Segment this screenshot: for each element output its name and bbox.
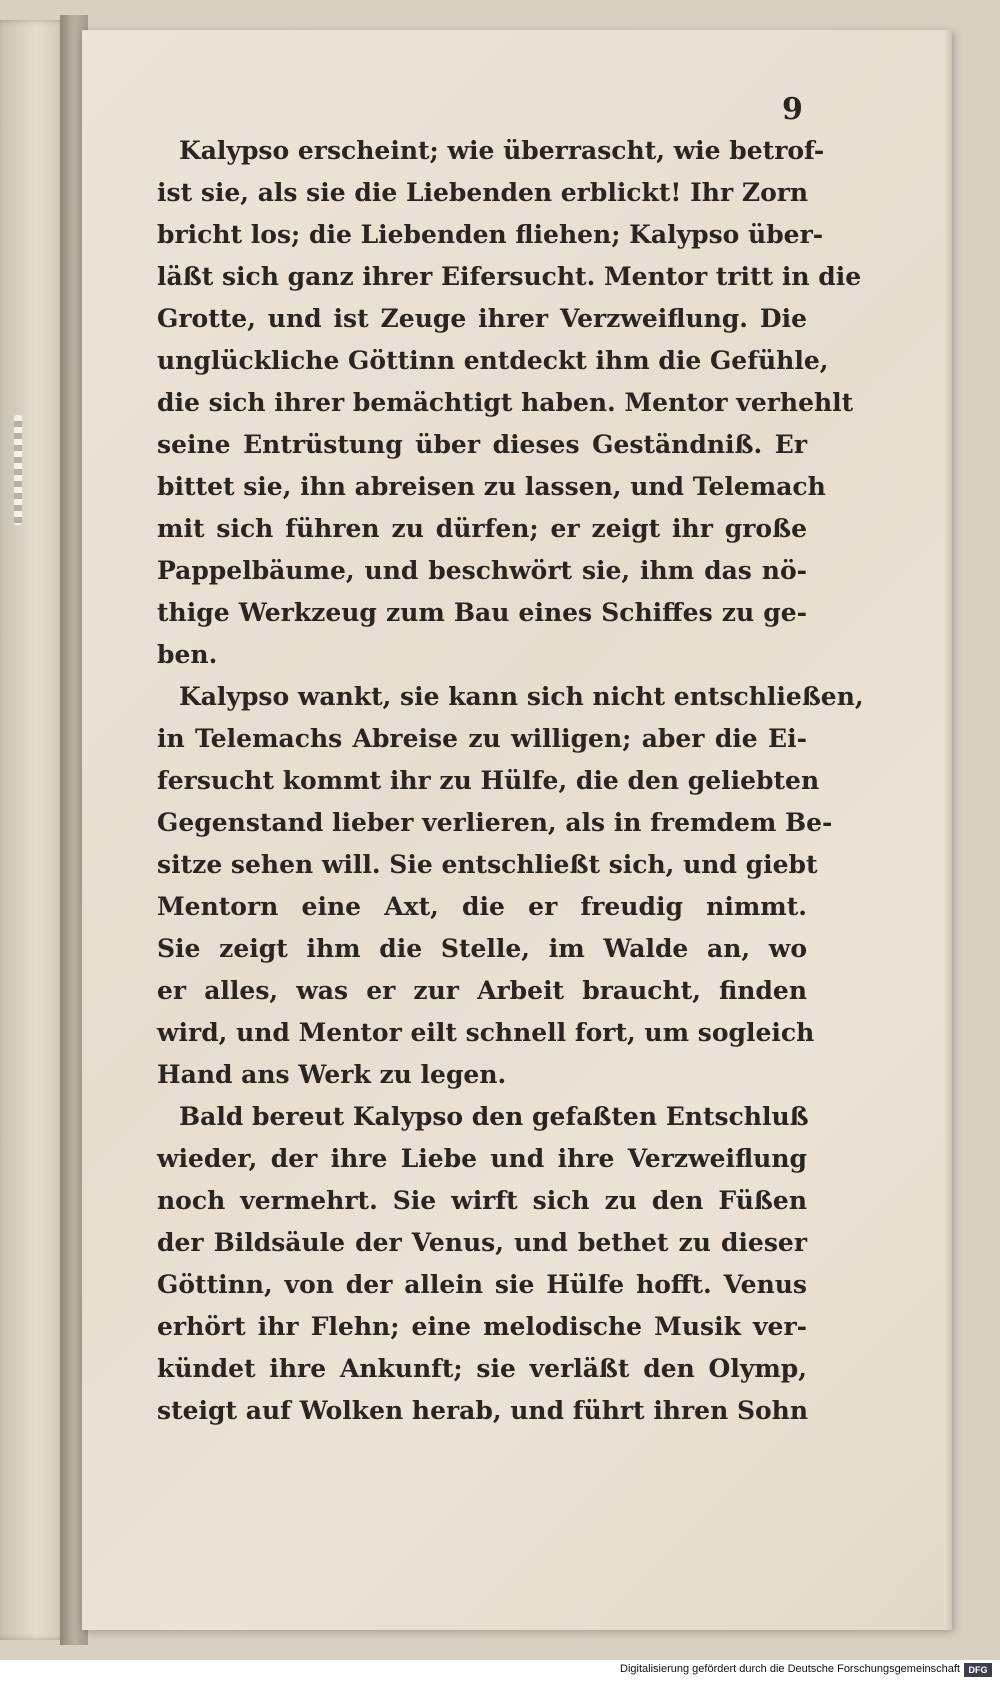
book-page	[82, 30, 952, 1630]
text-line: wird, und Mentor eilt schnell fort, um sogleich	[157, 1018, 815, 1047]
text-line: Hand ans Werk zu legen.	[157, 1060, 507, 1089]
text-line: kündet ihre Ankunft; sie verläßt den Olymp,	[157, 1354, 807, 1383]
binding-thread	[14, 415, 22, 525]
funding-credit: Digitalisierung gefördert durch die Deutsche Forschungsgemeinschaft	[620, 1663, 960, 1675]
text-line: Mentorn eine Axt, die er freudig nimmt.	[157, 892, 807, 921]
dfg-logo: DFG	[964, 1663, 992, 1677]
text-line: ist sie, als sie die Liebenden erblickt! Ihr Zorn	[157, 178, 809, 207]
text-line: fersucht kommt ihr zu Hülfe, die den geliebten	[157, 766, 820, 795]
text-line: unglückliche Göttinn entdeckt ihm die Gefühle,	[157, 346, 829, 375]
body-text	[157, 130, 864, 1432]
text-line: thige Werkzeug zum Bau eines Schiffes zu ge-	[157, 598, 807, 627]
text-line: sitze sehen will. Sie entschließt sich, und giebt	[157, 850, 818, 879]
text-line: in Telemachs Abreise zu willigen; aber die Ei-	[157, 724, 807, 753]
footer-bar	[0, 1660, 1000, 1681]
text-line: Sie zeigt ihm die Stelle, im Walde an, wo	[157, 934, 807, 963]
text-line: noch vermehrt. Sie wirft sich zu den Füßen	[157, 1186, 807, 1215]
text-line: Kalypso wankt, sie kann sich nicht entschließen,	[179, 682, 864, 711]
text-line: Pappelbäume, und beschwört sie, ihm das nö-	[157, 556, 807, 585]
text-line: Bald bereut Kalypso den gefaßten Entschluß	[179, 1102, 809, 1131]
text-line: Gegenstand lieber verlieren, als in fremdem Be-	[157, 808, 833, 837]
text-line: Grotte, und ist Zeuge ihrer Verzweiflung. Die	[157, 304, 807, 333]
text-line: ben.	[157, 640, 218, 669]
text-line: bittet sie, ihn abreisen zu lassen, und Telemach	[157, 472, 826, 501]
text-line: der Bildsäule der Venus, und bethet zu dieser	[157, 1228, 807, 1257]
text-line: Kalypso erscheint; wie überrascht, wie betrof-	[179, 136, 825, 165]
text-line: er alles, was er zur Arbeit braucht, finden	[157, 976, 807, 1005]
text-line: die sich ihrer bemächtigt haben. Mentor verhehlt	[157, 388, 854, 417]
text-line: Göttinn, von der allein sie Hülfe hofft. Venus	[157, 1270, 807, 1299]
text-line: erhört ihr Flehn; eine melodische Musik ver-	[157, 1312, 807, 1341]
text-line: mit sich führen zu dürfen; er zeigt ihr große	[157, 514, 807, 543]
text-line: seine Entrüstung über dieses Geständniß. Er	[157, 430, 807, 459]
text-line: wieder, der ihre Liebe und ihre Verzweiflung	[157, 1144, 807, 1173]
page-edge	[944, 30, 952, 1630]
text-line: steigt auf Wolken herab, und führt ihren Sohn	[157, 1396, 809, 1425]
text-line: bricht los; die Liebenden fliehen; Kalypso über-	[157, 220, 824, 249]
page-number: 9	[782, 92, 803, 127]
facing-page-edge	[0, 20, 65, 1640]
text-line: läßt sich ganz ihrer Eifersucht. Mentor tritt in die	[157, 262, 862, 291]
